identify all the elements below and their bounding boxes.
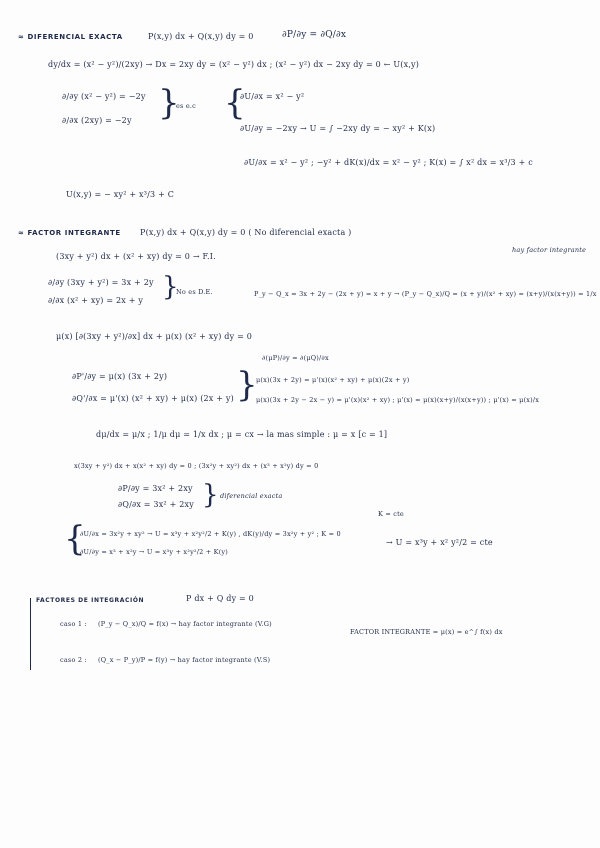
- factor-line-14: ∂Q/∂x = 3x² + 2xy: [118, 500, 194, 509]
- section3-margin-line: [30, 598, 31, 670]
- factor-result: → U = x³y + x² y²/2 = cte: [386, 538, 493, 547]
- caso-1-formula: (P_y − Q_x)/Q = f(x) → hay factor integrante (V.G): [98, 620, 272, 628]
- factor-line-12: x(3xy + y²) dx + x(x² + xy) dy = 0 ; (3x²y + xy²) dx + (x³ + x²y) dy = 0: [74, 462, 319, 470]
- factor-line-4: P_y − Q_x = 3x + 2y − (2x + y) = x + y → (P_y − Q_x)/Q = (x + y)/(x² + xy) = (x+y)/(x(x+y)) = 1/x: [254, 290, 597, 298]
- exacta-result: U(x,y) = − xy² + x³/3 + C: [66, 190, 175, 199]
- exacta-general-form: P(x,y) dx + Q(x,y) dy = 0: [148, 32, 254, 41]
- exacta-line-2: ∂/∂y (x² − y²) = −2y: [62, 92, 146, 101]
- factor-line-1: (3xy + y²) dx + (x² + xy) dy = 0 → F.I.: [56, 252, 216, 261]
- factor-line-16: ∂U/∂y = x³ + x²y → U = x³y + x²y²/2 + K(y): [80, 548, 229, 556]
- factor-side-note: hay factor integrante: [512, 246, 587, 254]
- factor-line-6: ∂(μP)/∂y = ∂(μQ)/∂x: [262, 354, 329, 362]
- factor-general-form: P(x,y) dx + Q(x,y) dy = 0 ( No diferencial exacta ): [140, 228, 352, 237]
- exacta-line-5: ∂U/∂y = −2xy → U = ∫ −2xy dy = − xy² + K(x): [240, 124, 436, 133]
- factor-line-13: ∂P/∂y = 3x² + 2xy: [118, 484, 193, 493]
- factor-line-15: ∂U/∂x = 3x²y + xy² → U = x³y + x²y²/2 + K(y) , dK(y)/dy = 3x²y + y² ; K = 0: [80, 530, 341, 538]
- factor-line-3: ∂/∂x (x² + xy) = 2x + y: [48, 296, 144, 305]
- factor-line-10: μ(x)(3x + 2y − 2x − y) = μ'(x)(x² + xy) ; μ'(x) = μ(x)(x+y)/(x(x+y)) ; μ'(x) = μ(x)/x: [256, 396, 540, 404]
- factor-line-9: μ(x)(3x + 2y) = μ'(x)(x² + xy) + μ(x)(2x + y): [256, 376, 410, 384]
- caso-2-formula: (Q_x − P_y)/P = f(y) → hay factor integrante (V.S): [98, 656, 271, 664]
- brace-5: }: [202, 480, 219, 510]
- brace-6: {: [64, 519, 86, 559]
- section-title-exacta: ≈ DIFERENCIAL EXACTA: [18, 33, 123, 41]
- factor-cte-note: K = cte: [378, 510, 404, 518]
- exacta-line-1: dy/dx = (x² − y²)/(2xy) → Dx = 2xy dy = (x² − y²) dx ; (x² − y²) dx − 2xy dy = 0 ← U(x,y): [48, 60, 420, 69]
- caso-1-label: caso 1 :: [60, 620, 87, 628]
- factor-brace-note-2: diferencial exacta: [220, 492, 283, 500]
- factores-general-form: P dx + Q dy = 0: [186, 594, 254, 603]
- brace-3: }: [162, 272, 179, 302]
- factor-integrante-formula: FACTOR INTEGRANTE = μ(x) = e^∫ f(x) dx: [350, 628, 503, 636]
- exacta-line-3: ∂/∂x (2xy) = −2y: [62, 116, 132, 125]
- exacta-condition: ∂P/∂y = ∂Q/∂x: [282, 30, 347, 40]
- factor-brace-note: No es D.E.: [176, 288, 213, 296]
- brace-1: }: [158, 83, 180, 123]
- exacta-brace-note: es e.c: [176, 102, 197, 110]
- factor-line-2: ∂/∂y (3xy + y²) = 3x + 2y: [48, 278, 154, 287]
- factor-line-5: μ(x) [∂(3xy + y²)/∂x] dx + μ(x) (x² + xy) dy = 0: [56, 332, 253, 341]
- section-title-factores: FACTORES DE INTEGRACIÓN: [36, 597, 145, 604]
- brace-4: }: [236, 365, 258, 405]
- exacta-line-4: ∂U/∂x = x² − y²: [240, 92, 305, 101]
- factor-line-11: dμ/dx = μ/x ; 1/μ dμ = 1/x dx ; μ = cx → la mas simple : μ = x [c = 1]: [96, 430, 388, 439]
- section-title-factor: ≈ FACTOR INTEGRANTE: [18, 229, 121, 237]
- brace-2: {: [224, 83, 246, 123]
- factor-line-8: ∂Q'/∂x = μ'(x) (x² + xy) + μ(x) (2x + y): [72, 394, 234, 403]
- exacta-line-6: ∂U/∂x = x² − y² ; −y² + dK(x)/dx = x² − y² ; K(x) = ∫ x² dx = x³/3 + c: [244, 158, 533, 167]
- caso-2-label: caso 2 :: [60, 656, 87, 664]
- factor-line-7: ∂P'/∂y = μ(x) (3x + 2y): [72, 372, 168, 381]
